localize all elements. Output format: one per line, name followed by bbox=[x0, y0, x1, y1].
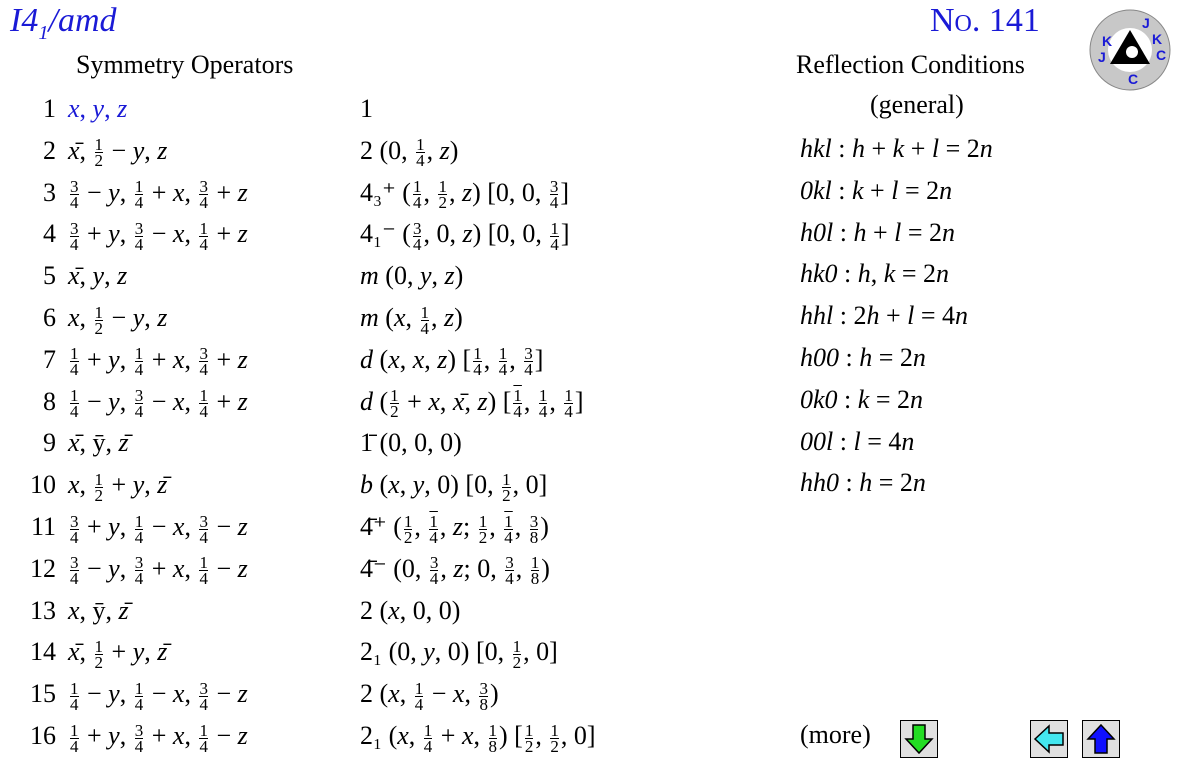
reflection-condition: 00l : l = 4n bbox=[800, 426, 915, 456]
conditions-title: Reflection Conditions bbox=[796, 50, 1025, 79]
operator-symbol: 1 bbox=[360, 94, 373, 123]
condition-index: 00l bbox=[800, 426, 834, 456]
condition-index: hhl bbox=[800, 301, 834, 331]
operator-number: 3 bbox=[43, 177, 56, 207]
condition-index: hkl bbox=[800, 134, 832, 163]
operator-position: x, ȳ, z bbox=[68, 595, 129, 625]
space-group-number: No. 141 bbox=[930, 2, 1040, 39]
operator-position: $\frac{3}{4}$ + y, $\frac{3}{4}$ − x, $\frac{1}{4}$ + z bbox=[70, 218, 248, 254]
operator-symbol: 4₁⁻ ( $\frac{3}{4}$ , 0, z) [0, 0, $\frac{1}{4}$ ] bbox=[360, 218, 570, 254]
operator-number: 15 bbox=[30, 679, 56, 709]
operators-title: Symmetry Operators bbox=[76, 50, 294, 79]
reflection-condition: 0kl : k + l = 2n bbox=[800, 175, 953, 205]
reflection-condition: 0k0 : k = 2n bbox=[800, 384, 923, 414]
condition-rule: h, k = 2n bbox=[857, 259, 949, 289]
operator-row bbox=[0, 213, 780, 255]
operator-number: 6 bbox=[43, 303, 56, 332]
up-page-button[interactable] bbox=[1082, 720, 1120, 758]
operator-symbol: m (0, y, z) bbox=[360, 261, 464, 291]
operator-number: 1 bbox=[43, 94, 56, 123]
reflection-condition: hhl : 2h + l = 4n bbox=[800, 301, 969, 331]
svg-text:K: K bbox=[1102, 33, 1113, 49]
operator-row bbox=[0, 255, 780, 297]
operator-row bbox=[0, 506, 780, 548]
operator-symbol: b (x, y, 0) [0, $\frac{1}{2}$ , 0] bbox=[360, 469, 548, 505]
condition-index: 0kl bbox=[800, 175, 832, 205]
operator-symbol: d ( $\frac{1}{2}$ + x, x̄, z) [ $\frac{1}{4}$ , $\frac{1}{4}$ , $\frac{1}{4}$ ] bbox=[360, 386, 584, 422]
reflection-condition: h00 : h = 2n bbox=[800, 343, 926, 372]
operator-position: $\frac{3}{4}$ − y, $\frac{1}{4}$ + x, $\frac{3}{4}$ + z bbox=[70, 177, 248, 213]
operator-number: 9 bbox=[43, 428, 56, 458]
operator-row bbox=[0, 631, 780, 673]
operator-row bbox=[0, 548, 780, 590]
svg-text:J: J bbox=[1098, 49, 1106, 65]
operator-row bbox=[0, 88, 780, 130]
operator-position: $\frac{1}{4}$ − y, $\frac{3}{4}$ − x, $\frac{1}{4}$ + z bbox=[70, 386, 248, 422]
operator-position: x, $\frac{1}{2}$ + y, z bbox=[68, 469, 168, 505]
jkc-logo-icon bbox=[1088, 8, 1172, 92]
operator-symbol: 2 (x, 0, 0) bbox=[360, 595, 461, 625]
condition-rule: k + l = 2n bbox=[852, 175, 953, 205]
operator-position: x, y, z bbox=[68, 94, 128, 123]
condition-rule: k = 2n bbox=[857, 384, 923, 414]
operator-position: x̄, $\frac{1}{2}$ + y, z bbox=[68, 636, 168, 672]
operator-number: 10 bbox=[30, 470, 56, 500]
operator-row bbox=[0, 673, 780, 715]
condition-rule: 2h + l = 4n bbox=[853, 301, 969, 331]
operator-row bbox=[0, 590, 780, 632]
svg-text:K: K bbox=[1152, 31, 1163, 47]
svg-text:J: J bbox=[1142, 15, 1150, 31]
reflection-condition: hkl : h + k + l = 2n bbox=[800, 134, 993, 163]
more-label: (more) bbox=[800, 720, 871, 749]
operator-symbol: 4̄⁻ (0, $\frac{3}{4}$ , z; 0, $\frac{3}{4}$ , $\frac{1}{8}$ ) bbox=[360, 553, 550, 589]
operator-number: 11 bbox=[30, 512, 56, 541]
condition-rule: h + l = 2n bbox=[853, 217, 956, 247]
condition-index: hk0 bbox=[800, 259, 838, 289]
reflection-condition: hk0 : h, k = 2n bbox=[800, 259, 949, 289]
operator-symbol: d (x, x, z) [ $\frac{1}{4}$ , $\frac{1}{4}$ , $\frac{3}{4}$ ] bbox=[360, 344, 544, 380]
arrow-left-icon bbox=[1031, 721, 1067, 757]
operator-number: 8 bbox=[43, 386, 56, 416]
condition-rule: h = 2n bbox=[859, 343, 926, 372]
operator-number: 5 bbox=[43, 261, 56, 291]
operator-position: x, $\frac{1}{2}$ − y, z bbox=[68, 302, 168, 338]
arrow-up-icon bbox=[1083, 721, 1119, 757]
operator-position: x̄, y, z bbox=[68, 261, 128, 291]
operator-symbol: 1̄ (0, 0, 0) bbox=[360, 428, 462, 458]
operator-number: 12 bbox=[30, 553, 56, 583]
arrow-down-icon bbox=[901, 721, 937, 757]
operator-row bbox=[0, 464, 780, 506]
svg-text:C: C bbox=[1128, 71, 1139, 87]
operator-number: 16 bbox=[30, 721, 56, 750]
condition-rule: h = 2n bbox=[859, 468, 926, 498]
operator-row bbox=[0, 130, 780, 172]
operator-number: 7 bbox=[43, 344, 56, 374]
operator-symbol: 2 (x, $\frac{1}{4}$ − x, $\frac{3}{8}$ ) bbox=[360, 678, 499, 714]
space-group-symbol: $I4_1$/amd bbox=[10, 2, 117, 44]
svg-text:C: C bbox=[1156, 47, 1167, 63]
reflection-condition: h0l : h + l = 2n bbox=[800, 217, 956, 247]
next-page-button[interactable] bbox=[900, 720, 938, 758]
operator-position: $\frac{1}{4}$ + y, $\frac{3}{4}$ + x, $\frac{1}{4}$ − z bbox=[70, 720, 248, 756]
operator-position: $\frac{1}{4}$ + y, $\frac{1}{4}$ + x, $\frac{3}{4}$ + z bbox=[70, 344, 248, 380]
condition-index: 0k0 bbox=[800, 384, 838, 414]
operator-symbol: 2 (0, $\frac{1}{4}$ , z) bbox=[360, 135, 459, 171]
previous-page-button[interactable] bbox=[1030, 720, 1068, 758]
operator-row bbox=[0, 339, 780, 381]
operator-number: 2 bbox=[43, 135, 56, 165]
operator-position: $\frac{3}{4}$ + y, $\frac{1}{4}$ − x, $\frac{3}{4}$ − z bbox=[70, 511, 248, 547]
operator-row bbox=[0, 297, 780, 339]
operator-number: 14 bbox=[30, 637, 56, 667]
condition-index: hh0 bbox=[800, 468, 839, 498]
operator-row bbox=[0, 422, 780, 464]
operator-row bbox=[0, 172, 780, 214]
operator-symbol: 2₁ (0, y, 0) [0, $\frac{1}{2}$ , 0] bbox=[360, 636, 558, 672]
reflection-condition: hh0 : h = 2n bbox=[800, 468, 926, 498]
condition-index: h00 bbox=[800, 343, 839, 372]
condition-index: h0l bbox=[800, 217, 834, 247]
operator-position: x̄, ȳ, z bbox=[68, 428, 129, 458]
operator-symbol: 4̄⁺ ( $\frac{1}{2}$ , $\frac{1}{4}$ , z; $\frac{1}{2}$ , $\frac{1}{4}$ , $\frac{3}{8}$ ) bbox=[360, 511, 549, 547]
operator-position: x̄, $\frac{1}{2}$ − y, z bbox=[68, 135, 168, 171]
operator-row bbox=[0, 715, 780, 757]
condition-rule: h + k + l = 2n bbox=[852, 134, 993, 163]
operator-symbol: 4₃⁺ ( $\frac{1}{4}$ , $\frac{1}{2}$ , z) [0, 0, $\frac{3}{4}$ ] bbox=[360, 177, 570, 213]
operator-symbol: m (x, $\frac{1}{4}$ , z) bbox=[360, 302, 463, 338]
operator-row bbox=[0, 381, 780, 423]
condition-rule: l = 4n bbox=[853, 426, 915, 456]
conditions-subtitle: (general) bbox=[870, 90, 964, 119]
operator-symbol: 2₁ (x, $\frac{1}{4}$ + x, $\frac{1}{8}$ ) [ $\frac{1}{2}$ , $\frac{1}{2}$ , 0] bbox=[360, 720, 596, 756]
operator-position: $\frac{1}{4}$ − y, $\frac{1}{4}$ − x, $\frac{3}{4}$ − z bbox=[70, 678, 248, 714]
operator-number: 4 bbox=[43, 219, 56, 249]
operator-position: $\frac{3}{4}$ − y, $\frac{3}{4}$ + x, $\frac{1}{4}$ − z bbox=[70, 553, 248, 589]
operator-number: 13 bbox=[30, 595, 56, 625]
